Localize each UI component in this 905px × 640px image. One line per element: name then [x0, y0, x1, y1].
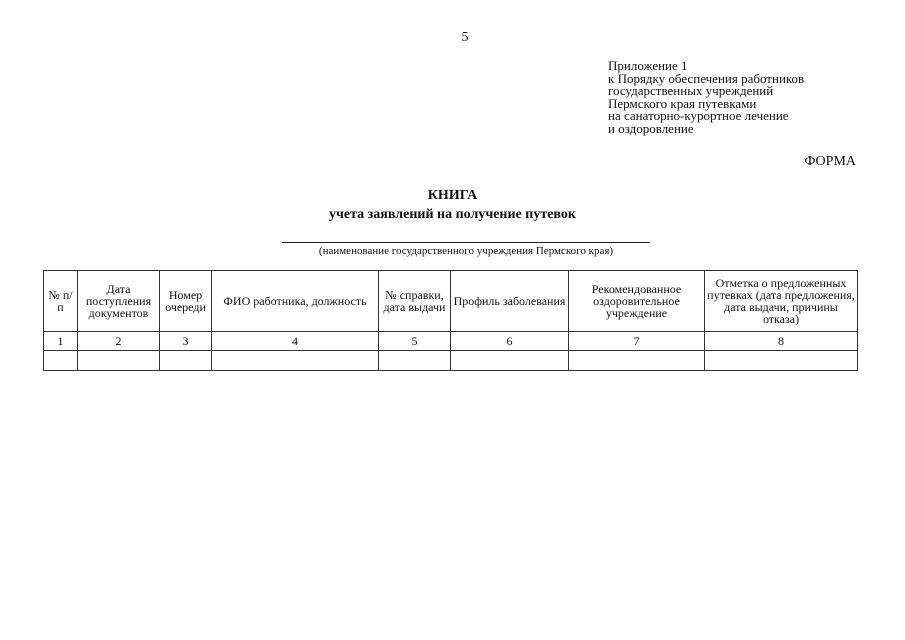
page-number: 5	[461, 30, 469, 45]
table-cell	[569, 351, 705, 371]
appendix-block	[608, 60, 898, 135]
register-table	[43, 270, 858, 371]
column-number: 5	[379, 332, 451, 351]
column-number: 8	[705, 332, 858, 351]
table-cell	[705, 351, 858, 371]
table-cell	[212, 351, 379, 371]
column-number: 6	[451, 332, 569, 351]
column-header-certificate: № справки, дата выдачи	[379, 271, 451, 332]
column-header-queue-number: Номер очереди	[160, 271, 212, 332]
table-cell	[451, 351, 569, 371]
document-title: КНИГА	[427, 188, 478, 203]
column-number: 1	[44, 332, 78, 351]
table-cell	[44, 351, 78, 371]
appendix-line: к Порядку обеспечения работников	[608, 70, 805, 86]
table-header-row	[44, 271, 858, 332]
column-header-disease-profile: Профиль заболевания	[451, 271, 569, 332]
table-cell	[78, 351, 160, 371]
column-numbers-row	[44, 332, 858, 351]
organization-name-line	[282, 242, 650, 243]
column-header-recommended-facility: Рекомендованное оздоровительное учреждение	[569, 271, 705, 332]
column-number: 4	[212, 332, 379, 351]
form-label: ФОРМА	[804, 154, 856, 169]
document-subtitle: учета заявлений на получение путевок	[329, 207, 576, 222]
column-number: 7	[569, 332, 705, 351]
table-row-empty	[44, 351, 858, 371]
column-header-date-received: Дата поступления документов	[78, 271, 160, 332]
appendix-line: Пермского края путевками	[608, 95, 757, 111]
appendix-line: на санаторно-курортное лечение	[608, 108, 789, 123]
appendix-line: Приложение 1	[608, 58, 688, 73]
column-number: 2	[78, 332, 160, 351]
table-cell	[379, 351, 451, 371]
table-cell	[160, 351, 212, 371]
column-number: 3	[160, 332, 212, 351]
appendix-line: и оздоровление	[608, 120, 694, 136]
column-header-number: № п/п	[44, 271, 78, 332]
organization-name-caption: (наименование государственного учреждения Пермского края)	[318, 245, 614, 257]
column-header-employee-name: ФИО работника, должность	[212, 271, 379, 332]
column-header-vouchers-note: Отметка о предложенных путевках (дата предложения, дата выдачи, причины отказа)	[705, 271, 858, 332]
appendix-line: государственных учреждений	[608, 83, 774, 98]
